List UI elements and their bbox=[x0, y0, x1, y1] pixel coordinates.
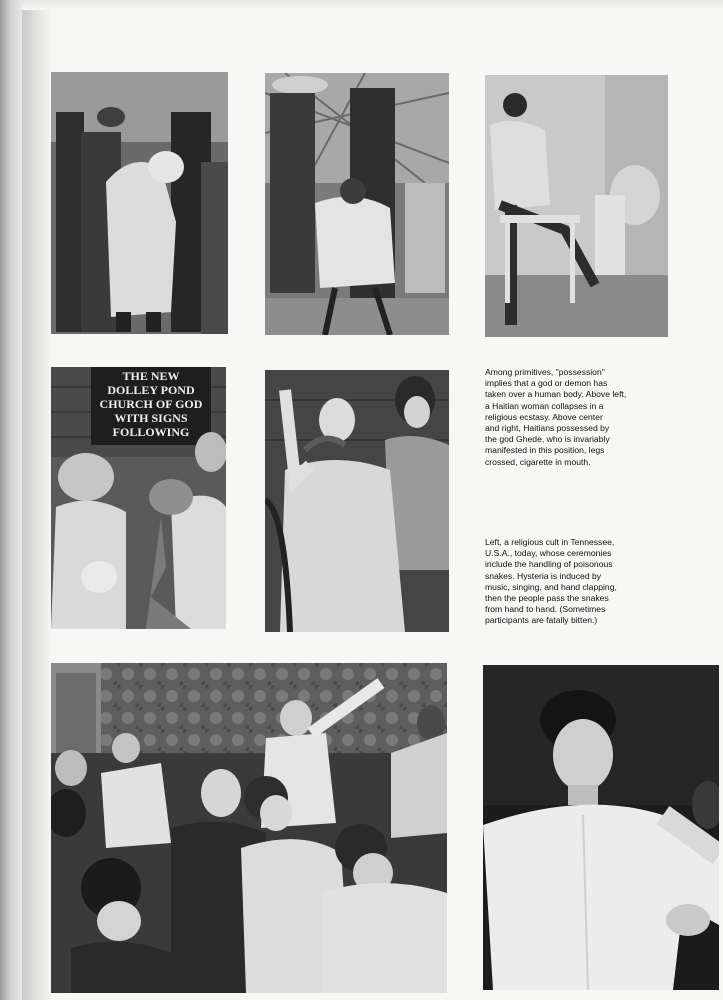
church-sign: THE NEW DOLLEY POND CHURCH OF GOD WITH SIGNS FOLLOWING bbox=[99, 369, 203, 439]
caption-possession: Among primitives, "possession" implies that a god or demon has taken over a human body. Above left, a Haitian woman collapses in a religious ecstasy. Above center and right, Haitians possessed by the god Ghede, who is invariably manifested in this position, legs crossed, cigarette in mouth. bbox=[485, 367, 627, 467]
page-edge bbox=[22, 0, 723, 10]
photo-haitian-possessed-man bbox=[485, 75, 668, 337]
photo-dancing-young-man bbox=[483, 665, 719, 990]
photo-snake-handling-church bbox=[51, 367, 226, 629]
photo-dancing-crowd bbox=[51, 663, 447, 993]
photo-woman-with-snake bbox=[265, 370, 449, 632]
photo-haitian-woman-collapsing bbox=[51, 72, 228, 334]
photo-haitian-possessed-woman-seated bbox=[265, 73, 449, 335]
caption-tennessee-snake-cult: Left, a religious cult in Tennessee, U.S.A., today, whose ceremonies include the handling of poisonous snakes. Hysteria is induced by music, singing, and hand clapping, then the people pass the snakes from hand to hand. (Sometimes participants are fatally bitten.) bbox=[485, 537, 617, 626]
book-spine bbox=[0, 0, 22, 1000]
gutter-shadow bbox=[22, 0, 52, 1000]
